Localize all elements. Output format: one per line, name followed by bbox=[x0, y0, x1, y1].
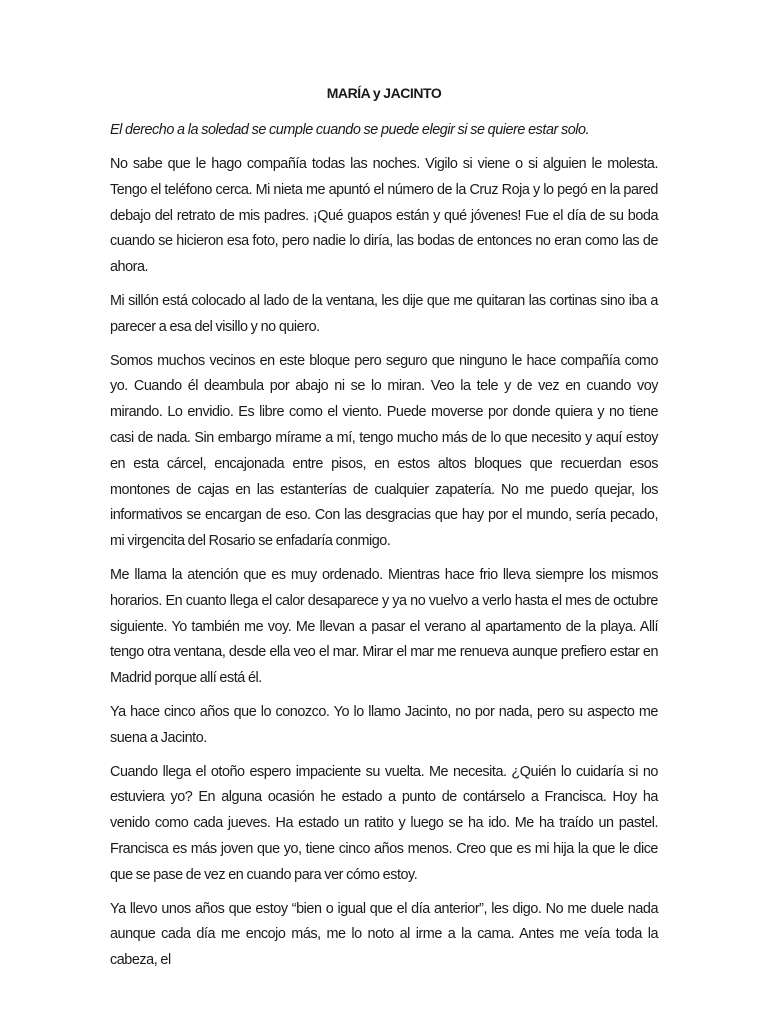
document-body bbox=[110, 82, 658, 982]
epigraph: El derecho a la soledad se cumple cuando se puede elegir si se quiere estar solo. bbox=[110, 122, 590, 138]
paragraph-4: Me llama la atención que es muy ordenado. Mientras hace frio lleva siempre los mismos horarios. En cuanto llega el calor desaparece y ya no vuelvo a verlo hasta el mes de octubre siguiente. Yo también me voy. Me llevan a pasar el verano al apartamento de la playa. Allí tengo otra ventana, desde ella veo el mar. Mirar el mar me renueva aunque prefiero estar en Madrid porque allí está él. bbox=[110, 566, 658, 687]
paragraph-2: Mi sillón está colocado al lado de la ventana, les dije que me quitaran las cortinas sino iba a parecer a esa del visillo y no quiero. bbox=[110, 292, 658, 335]
paragraph-6: Cuando llega el otoño espero impaciente su vuelta. Me necesita. ¿Quién lo cuidaría si no estuviera yo? En alguna ocasión he estado a punto de contárselo a Francisca. Hoy ha venido como cada jueves. Ha estado un ratito y luego se ha ido. Me ha traído un pastel. Francisca es más joven que yo, tiene cinco años menos. Creo que es mi hija la que le dice que se pase de vez en cuando para ver cómo estoy. bbox=[110, 763, 658, 883]
document-title: MARÍA y JACINTO bbox=[326, 85, 442, 101]
paragraph-1: No sabe que le hago compañía todas las noches. Vigilo si viene o si alguien le molesta. Tengo el teléfono cerca. Mi nieta me apuntó el número de la Cruz Roja y lo pegó en la pared debajo del retrato de mis padres. ¡Qué guapos están y qué jóvenes! Fue el día de su boda cuando se hicieron esa foto, pero nadie lo diría, las bodas de entonces no eran como las de ahora. bbox=[110, 156, 658, 276]
paragraph-7: Ya llevo unos años que estoy “bien o igual que el día anterior”, les digo. No me duele nada aunque cada día me encojo más, me lo noto al irme a la cama. Antes me veía toda la cabeza, el bbox=[110, 900, 658, 969]
paragraph-3: Somos muchos vecinos en este bloque pero seguro que ninguno le hace compañía como yo. Cuando él deambula por abajo ni se lo miran. Veo la tele y de vez en cuando voy mirando. Lo envidio. Es libre como el viento. Puede moverse por donde quiera y no tiene casi de nada. Sin embargo mírame a mí, tengo mucho más de lo que necesito y aquí estoy en esta cárcel, encajonada entre pisos, en estos altos bloques que recuerdan esos montones de cajas en las estanterías de cualquier zapatería. No me puedo quejar, los informativos se encargan de eso. Con las desgracias que hay por el mundo, sería pecado, mi virgencita del Rosario se enfadaría conmigo. bbox=[110, 352, 658, 550]
paragraph-5: Ya hace cinco años que lo conozco. Yo lo llamo Jacinto, no por nada, pero su aspecto me suena a Jacinto. bbox=[110, 703, 658, 746]
